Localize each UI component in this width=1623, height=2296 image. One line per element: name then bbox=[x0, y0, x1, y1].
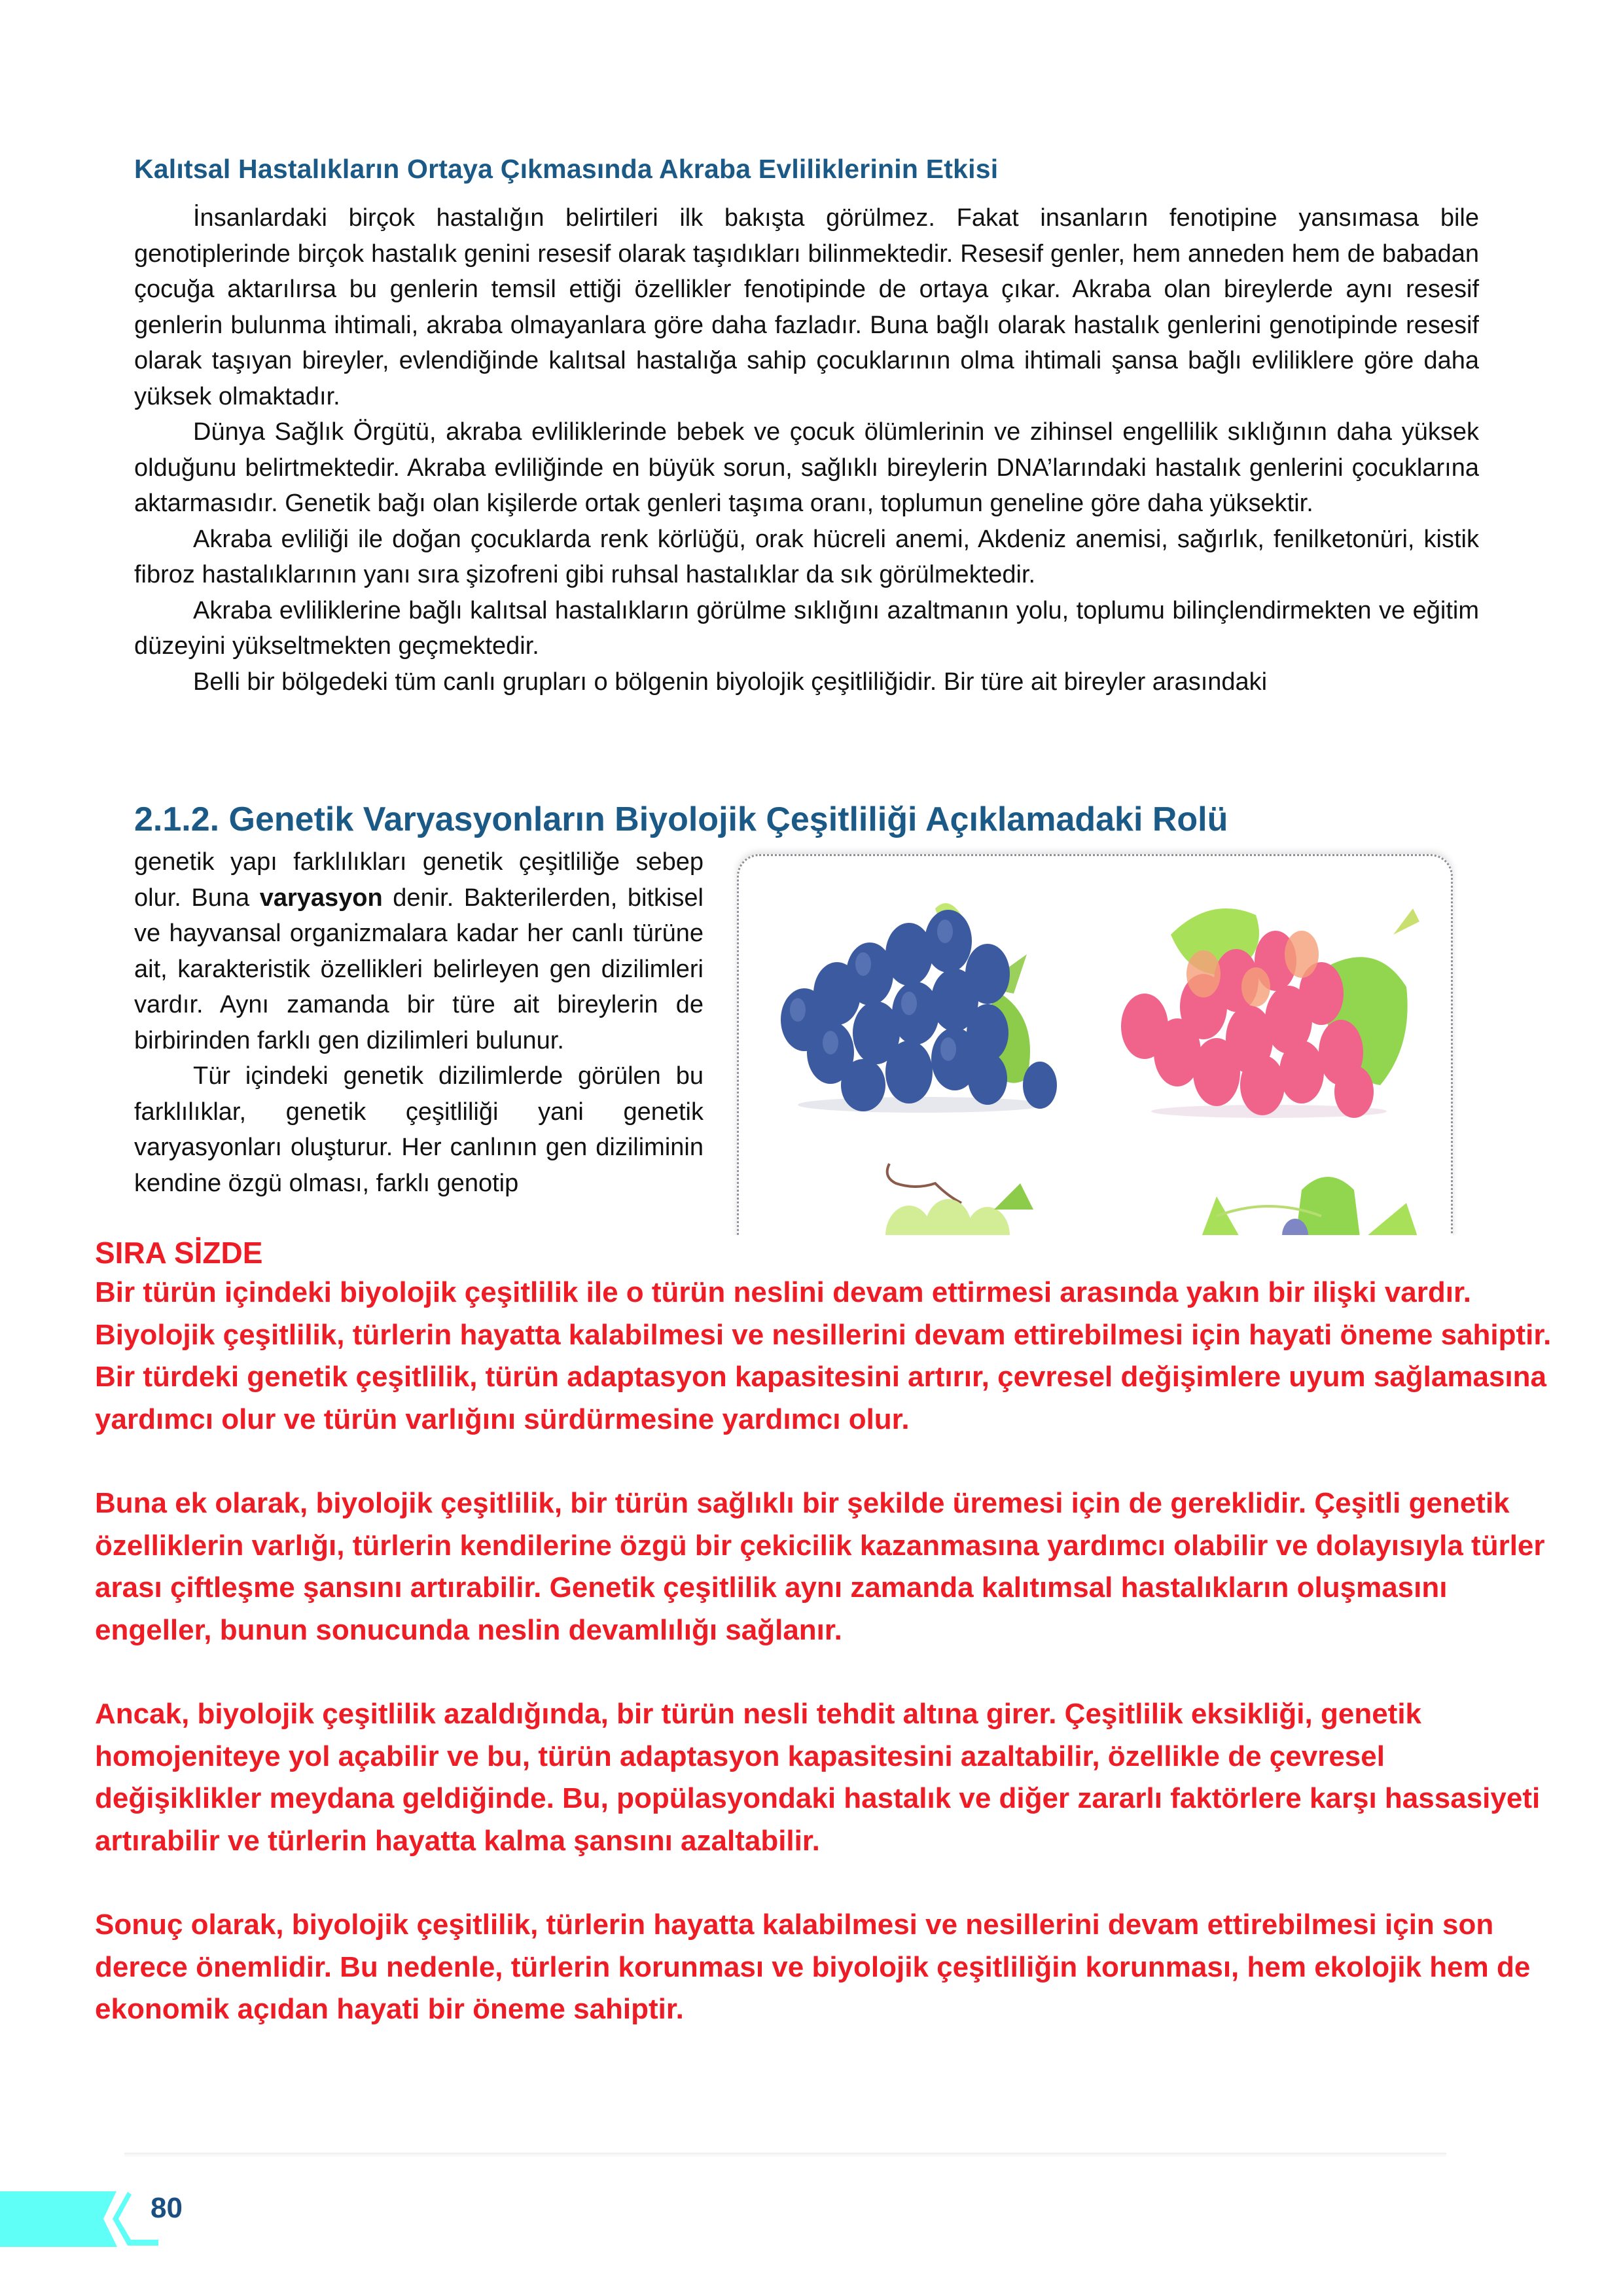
footer-divider bbox=[124, 2153, 1446, 2155]
paragraph: İnsanlardaki birçok hastalığın belirtileri ilk bakışta görülmez. Fakat insanların fenotipine yansımasa bile genotiplerinde birçok hastalık genini resesif olarak taşıdıkları bilinmektedir. Resesif genler, hem anneden hem de babadan çocuğa aktarılırsa bu genlerin temsil ettiği özellikler fenotipinde de ortaya çıkar. Akraba olan bireylerde aynı resesif genlerin bulunma ihtimali, akraba olmayanlara göre daha fazladır. Buna bağlı olarak hastalık genlerini genotipinde resesif olarak taşıyan bireyler, evlendiğinde kalıtsal hastalığa sahip çocuklarının olma ihtimali şansa bağlı evliliklere göre daha yüksek olmaktadır. bbox=[134, 204, 1479, 410]
answer-paragraph: Bir türün içindeki biyolojik çeşitlilik ile o türün neslini devam ettirmesi arasında yakın bir ilişki vardır. Biyolojik çeşitlilik, türlerin hayatta kalabilmesi ve nesillerini devam ettirebilmesi için hayati öneme sahiptir. Bir türdeki genetik çeşitlilik, türün adaptasyon kapasitesini artırır, çevresel değişimlere uyum sağlamasına yardımcı olur ve türün varlığını sürdürmesine yardımcı olur. bbox=[95, 1276, 1552, 1435]
bold-term-variation: varyasyon bbox=[259, 884, 383, 912]
sira-sizde-heading: SIRA SİZDE bbox=[95, 1236, 263, 1270]
paragraph: Belli bir bölgedeki tüm canlı grupları o bölgenin biyolojik çeşitliliğidir. Bir türe ait bireyler arasındaki bbox=[193, 668, 1268, 696]
pink-grape-cluster-image bbox=[1105, 895, 1433, 1124]
sira-sizde-answer-box bbox=[95, 1234, 1554, 2031]
section1-body bbox=[134, 200, 1479, 700]
section-heading-genetic-variation: 2.1.2. Genetik Varyasyonların Biyolojik Çeşitliliği Açıklamadaki Rolü bbox=[134, 800, 1228, 838]
section-heading-consanguineous-marriage: Kalıtsal Hastalıkların Ortaya Çıkmasında Akraba Evliliklerinin Etkisi bbox=[134, 154, 999, 184]
paragraph: Akraba evliliklerine bağlı kalıtsal hastalıkların görülme sıklığını azaltmanın yolu, toplumu bilinçlendirmekten ve eğitim düzeyini yükseltmekten geçmektedir. bbox=[134, 596, 1479, 660]
blue-grape-cluster-image bbox=[765, 895, 1079, 1118]
section2-body bbox=[134, 844, 704, 1237]
page-number: 80 bbox=[151, 2192, 183, 2224]
paragraph: Akraba evliliği ile doğan çocuklarda renk körlüğü, orak hücreli anemi, Akdeniz anemisi, sağırlık, fenilketonüri, kistik fibroz hastalıklarının yanı sıra şizofreni gibi ruhsal hastalıklar da sık görülmektedir. bbox=[134, 525, 1479, 588]
paragraph: Dünya Sağlık Örgütü, akraba evliliklerinde bebek ve çocuk ölümlerinin ve zihinsel engellilik sıklığının daha yüksek olduğunu belirtmektedir. Akraba evliliğinde en büyük sorun, sağlıklı bireylerin DNA’larındaki hastalık genlerini çocuklarına aktarmasıdır. Genetik bağı olan kişilerde ortak genleri taşıma oranı, toplumun geneline göre daha yüksektir. bbox=[134, 418, 1479, 517]
answer-paragraph: Buna ek olarak, biyolojik çeşitlilik, bir türün sağlıklı bir şekilde üremesi için de gereklidir. Çeşitli genetik özelliklerin varlığı, türlerin kendilerine özgü bir çekicilik kazanmasına yardımcı olabilir ve dolayısıyla türler arası çiftleşme şansını artırabilir. Genetik çeşitlilik aynı zamanda kalıtımsal hastalıkların oluşmasını engeller, bunun sonucunda neslin devamlılığı sağlanır. bbox=[95, 1487, 1545, 1646]
grape-variety-figure bbox=[737, 854, 1453, 1249]
paragraph: Tür içindeki genetik dizilimlerde görülen bu farklılıklar, genetik çeşitliliği yani genetik varyasyonları oluşturur. Her canlının gen diziliminin kendine özgü olması, farklı genotip bbox=[134, 1062, 704, 1197]
answer-paragraph: Ancak, biyolojik çeşitlilik azaldığında, bir türün nesli tehdit altına girer. Çeşitlilik eksikliği, genetik homojeniteye yol açabilir ve bu, türün adaptasyon kapasitesini azaltabilir, özellikle de çevresel değişiklikler meydana geldiğinde. Bu, popülasyondaki hastalık ve diğer zararlı faktörlere karşı hassasiyeti artırabilir ve türlerin hayatta kalma şansını azaltabilir. bbox=[95, 1698, 1541, 1857]
answer-paragraph: Sonuç olarak, biyolojik çeşitlilik, türlerin hayatta kalabilmesi ve nesillerini devam ettirebilmesi için son derece önemlidir. Bu nedenle, türlerin korunması ve biyolojik çeşitliliğin korunması, hem ekolojik hem de ekonomik açıdan hayati bir öneme sahiptir. bbox=[95, 1909, 1531, 2025]
paragraph: genetik yapı farklılıkları genetik çeşitliliğe sebep olur. Buna varyasyon denir. Bakterilerden, bitkisel ve hayvansal organizmalara kadar her canlı türüne ait, karakteristik özellikleri belirleyen gen dizilimleri vardır. Aynı zamanda bir türe ait bireylerin de birbirinden farklı gen dizilimleri bulunur. bbox=[134, 848, 704, 1054]
